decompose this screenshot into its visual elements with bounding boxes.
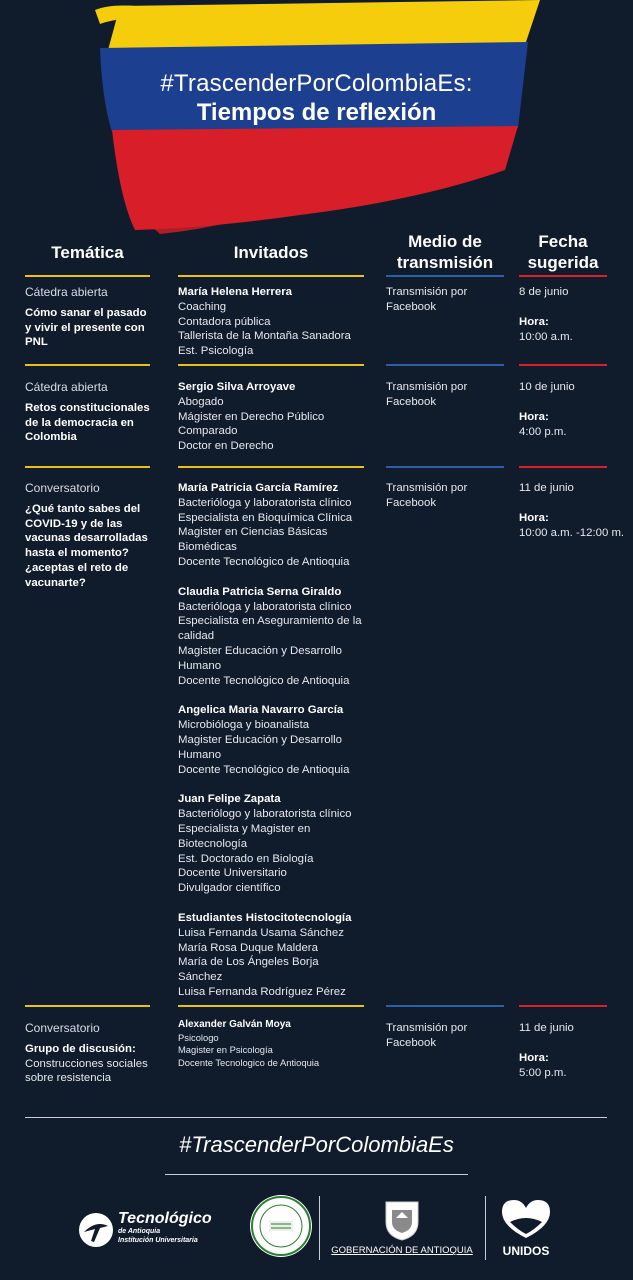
guest-name: Angelica Maria Navarro García — [178, 704, 344, 717]
guest-detail: Psicologo — [178, 1031, 219, 1043]
guest-detail: Est. Psicología — [178, 345, 254, 358]
rule-fecha — [519, 466, 607, 468]
guest-detail: Docente Tecnológico de Antioquia — [178, 674, 350, 687]
row-1-fecha — [519, 285, 629, 344]
rule-medio — [386, 1005, 504, 1007]
seal-icon — [250, 1195, 312, 1257]
guest-detail: Doctor en Derecho — [178, 440, 274, 453]
guest-detail: calidad — [178, 630, 215, 643]
guest-detail: Docente Tecnologico de Antioquia — [178, 1056, 320, 1068]
guest-name: Sergio Silva Arroyave — [178, 381, 296, 393]
rule-fecha — [519, 364, 607, 366]
guest-detail: Microbióloga y bioanalista — [178, 719, 310, 732]
guest-block — [178, 792, 378, 896]
hora-label: Hora: — [519, 511, 549, 524]
acreditacion-seal-logo — [250, 1195, 312, 1257]
guest-detail: Bacterióloga y laboratorista clínico — [178, 496, 352, 509]
hora-label: Hora: — [519, 410, 549, 423]
rule-invitados — [178, 275, 364, 277]
guest-detail: Contadora pública — [178, 315, 271, 328]
rule-medio — [386, 466, 504, 468]
row-1-medio: Transmisión por Facebook — [386, 286, 468, 313]
rule-medio — [386, 275, 504, 277]
row-topic: ¿Qué tanto sabes del COVID-19 y de las vacunas desarrolladas hasta el momento? ¿aceptas el reto de vacunarte? — [25, 502, 148, 589]
guest-detail: María de Los Ángeles Borja — [178, 956, 319, 969]
footer-divider — [165, 1174, 468, 1175]
guest-block — [178, 585, 378, 689]
row-topic: Cómo sanar el pasado y vivir el presente con PNL — [25, 306, 147, 349]
rule-fecha — [519, 275, 607, 277]
guest-detail: Bacteriólogo y laboratorista clínico — [178, 808, 352, 821]
row-3-invitados — [178, 481, 378, 1015]
guest-detail: Tallerista de la Montaña Sanadora — [178, 330, 351, 343]
row-4-fecha — [519, 1021, 629, 1080]
guest-detail: Est. Doctorado en Biología — [178, 852, 314, 865]
guest-detail: Comparado — [178, 425, 238, 438]
row-2-invitados — [178, 380, 378, 454]
date: 8 de junio — [519, 286, 569, 298]
guest-name: Juan Felipe Zapata — [178, 793, 281, 806]
hora-value: 5:00 p.m. — [519, 1066, 567, 1079]
rule-invitados — [178, 364, 364, 366]
gobernacion-text: GOBERNACIÓN DE ANTIOQUIA — [331, 1245, 473, 1256]
guest-block — [178, 481, 378, 570]
guest-detail: Luisa Fernanda Usama Sánchez — [178, 926, 344, 939]
row-category: Cátedra abierta — [25, 380, 108, 394]
guest-detail: Biomédicas — [178, 541, 237, 554]
guest-detail: Biotecnología — [178, 837, 248, 850]
date: 10 de junio — [519, 381, 575, 393]
tecnologico-logo — [78, 1210, 238, 1250]
row-4-medio: Transmisión por Facebook — [386, 1022, 468, 1049]
footer-divider — [25, 1117, 607, 1118]
row-topic: Retos constitucionales de la democracia en Colombia — [25, 401, 150, 444]
guest-detail: Docente Universitario — [178, 867, 287, 880]
guest-detail: Bacterióloga y laboratorista clínico — [178, 600, 352, 613]
column-header-medio: Medio de transmisión — [396, 232, 494, 272]
row-4-tematica — [25, 1021, 150, 1086]
guest-detail: Humano — [178, 659, 222, 672]
row-2-tematica — [25, 380, 150, 445]
guest-name: María Patricia García Ramírez — [178, 482, 339, 494]
header-title-line1: #TrascenderPorColombiaEs: — [160, 70, 473, 97]
guest-detail: Magister Educación y Desarrollo — [178, 644, 342, 657]
guest-detail: Especialista en Bioquímica Clínica — [178, 511, 353, 524]
unidos-logo — [494, 1196, 558, 1260]
row-1-invitados — [178, 285, 378, 359]
row-topic-sub: Construcciones sociales sobre resistencia — [25, 1057, 148, 1085]
hora-value: 10:00 a.m. — [519, 330, 573, 343]
guest-detail: María Rosa Duque Maldera — [178, 941, 318, 954]
rule-invitados — [178, 1005, 364, 1007]
rule-fecha — [519, 1005, 607, 1007]
guest-detail: Magister en Ciencias Básicas — [178, 526, 328, 539]
date: 11 de junio — [519, 482, 574, 494]
row-3-medio: Transmisión por Facebook — [386, 482, 468, 509]
logo-divider — [485, 1196, 486, 1260]
guest-detail: Magister en Psicología — [178, 1044, 273, 1055]
guest-detail: Divulgador científico — [178, 882, 281, 895]
row-topic: Grupo de discusión: — [25, 1042, 136, 1055]
logo-divider — [319, 1196, 320, 1260]
row-2-fecha — [519, 380, 629, 439]
row-3-fecha — [519, 481, 631, 540]
guest-name: Claudia Patricia Serna Giraldo — [178, 585, 342, 598]
rule-tematica — [25, 466, 150, 468]
rule-tematica — [25, 364, 150, 366]
guest-detail: Luisa Fernanda Rodríguez Pérez — [178, 985, 346, 998]
guest-detail: Docente Tecnológico de Antioquia — [178, 555, 350, 568]
header-title-line2: Tiempos de reflexión — [196, 99, 437, 126]
rule-tematica — [25, 275, 150, 277]
row-1-tematica — [25, 285, 150, 350]
guest-name: María Helena Herrera — [178, 286, 292, 298]
tecnologico-sub1: de Antioquia — [118, 1228, 161, 1235]
hora-label: Hora: — [519, 315, 549, 328]
hora-label: Hora: — [519, 1051, 549, 1064]
footer-logos — [0, 1190, 633, 1265]
guest-detail: Especialista y Magister en — [178, 822, 311, 835]
row-2-medio: Transmisión por Facebook — [386, 381, 468, 408]
coat-of-arms-icon — [382, 1198, 422, 1242]
guest-detail: Especialista en Aseguramiento de la — [178, 615, 362, 628]
gobernacion-logo — [326, 1198, 478, 1258]
hora-value: 4:00 p.m. — [519, 425, 567, 438]
footer-hashtag: #TrascenderPorColombiaEs — [179, 1132, 454, 1157]
hora-value: 10:00 a.m. -12:00 m. — [519, 526, 625, 539]
guest-block — [178, 911, 378, 1000]
guest-name: Alexander Galván Moya — [178, 1019, 291, 1030]
column-header-fecha: Fecha sugerida — [527, 232, 599, 272]
row-category: Conversatorio — [25, 481, 100, 495]
rule-medio — [386, 364, 504, 366]
tecnologico-emblem-icon — [78, 1212, 114, 1248]
guest-detail: Magister Educación y Desarrollo — [178, 733, 342, 746]
guest-detail: Sánchez — [178, 971, 223, 984]
rule-invitados — [178, 466, 364, 468]
guest-detail: Humano — [178, 748, 222, 761]
column-header-invitados: Invitados — [233, 243, 309, 262]
row-category: Conversatorio — [25, 1021, 100, 1035]
row-3-tematica — [25, 481, 153, 591]
row-4-invitados — [178, 1019, 378, 1069]
guest-name: Estudiantes Histocitotecnología — [178, 911, 352, 924]
rule-tematica — [25, 1005, 150, 1007]
guest-detail: Docente Tecnológico de Antioquia — [178, 763, 350, 776]
tecnologico-wordmark: Tecnológico — [118, 1210, 212, 1227]
tecnologico-sub2: Institución Universitaria — [118, 1237, 198, 1244]
date: 11 de junio — [519, 1022, 574, 1034]
guest-detail: Abogado — [178, 395, 224, 408]
guest-detail: Mágister en Derecho Público — [178, 410, 325, 423]
row-category: Cátedra abierta — [25, 285, 108, 299]
guest-detail: Coaching — [178, 300, 227, 313]
unidos-text: UNIDOS — [502, 1244, 550, 1258]
column-header-tematica: Temática — [51, 243, 124, 262]
guest-block — [178, 703, 378, 777]
unidos-emblem-icon — [494, 1196, 558, 1242]
